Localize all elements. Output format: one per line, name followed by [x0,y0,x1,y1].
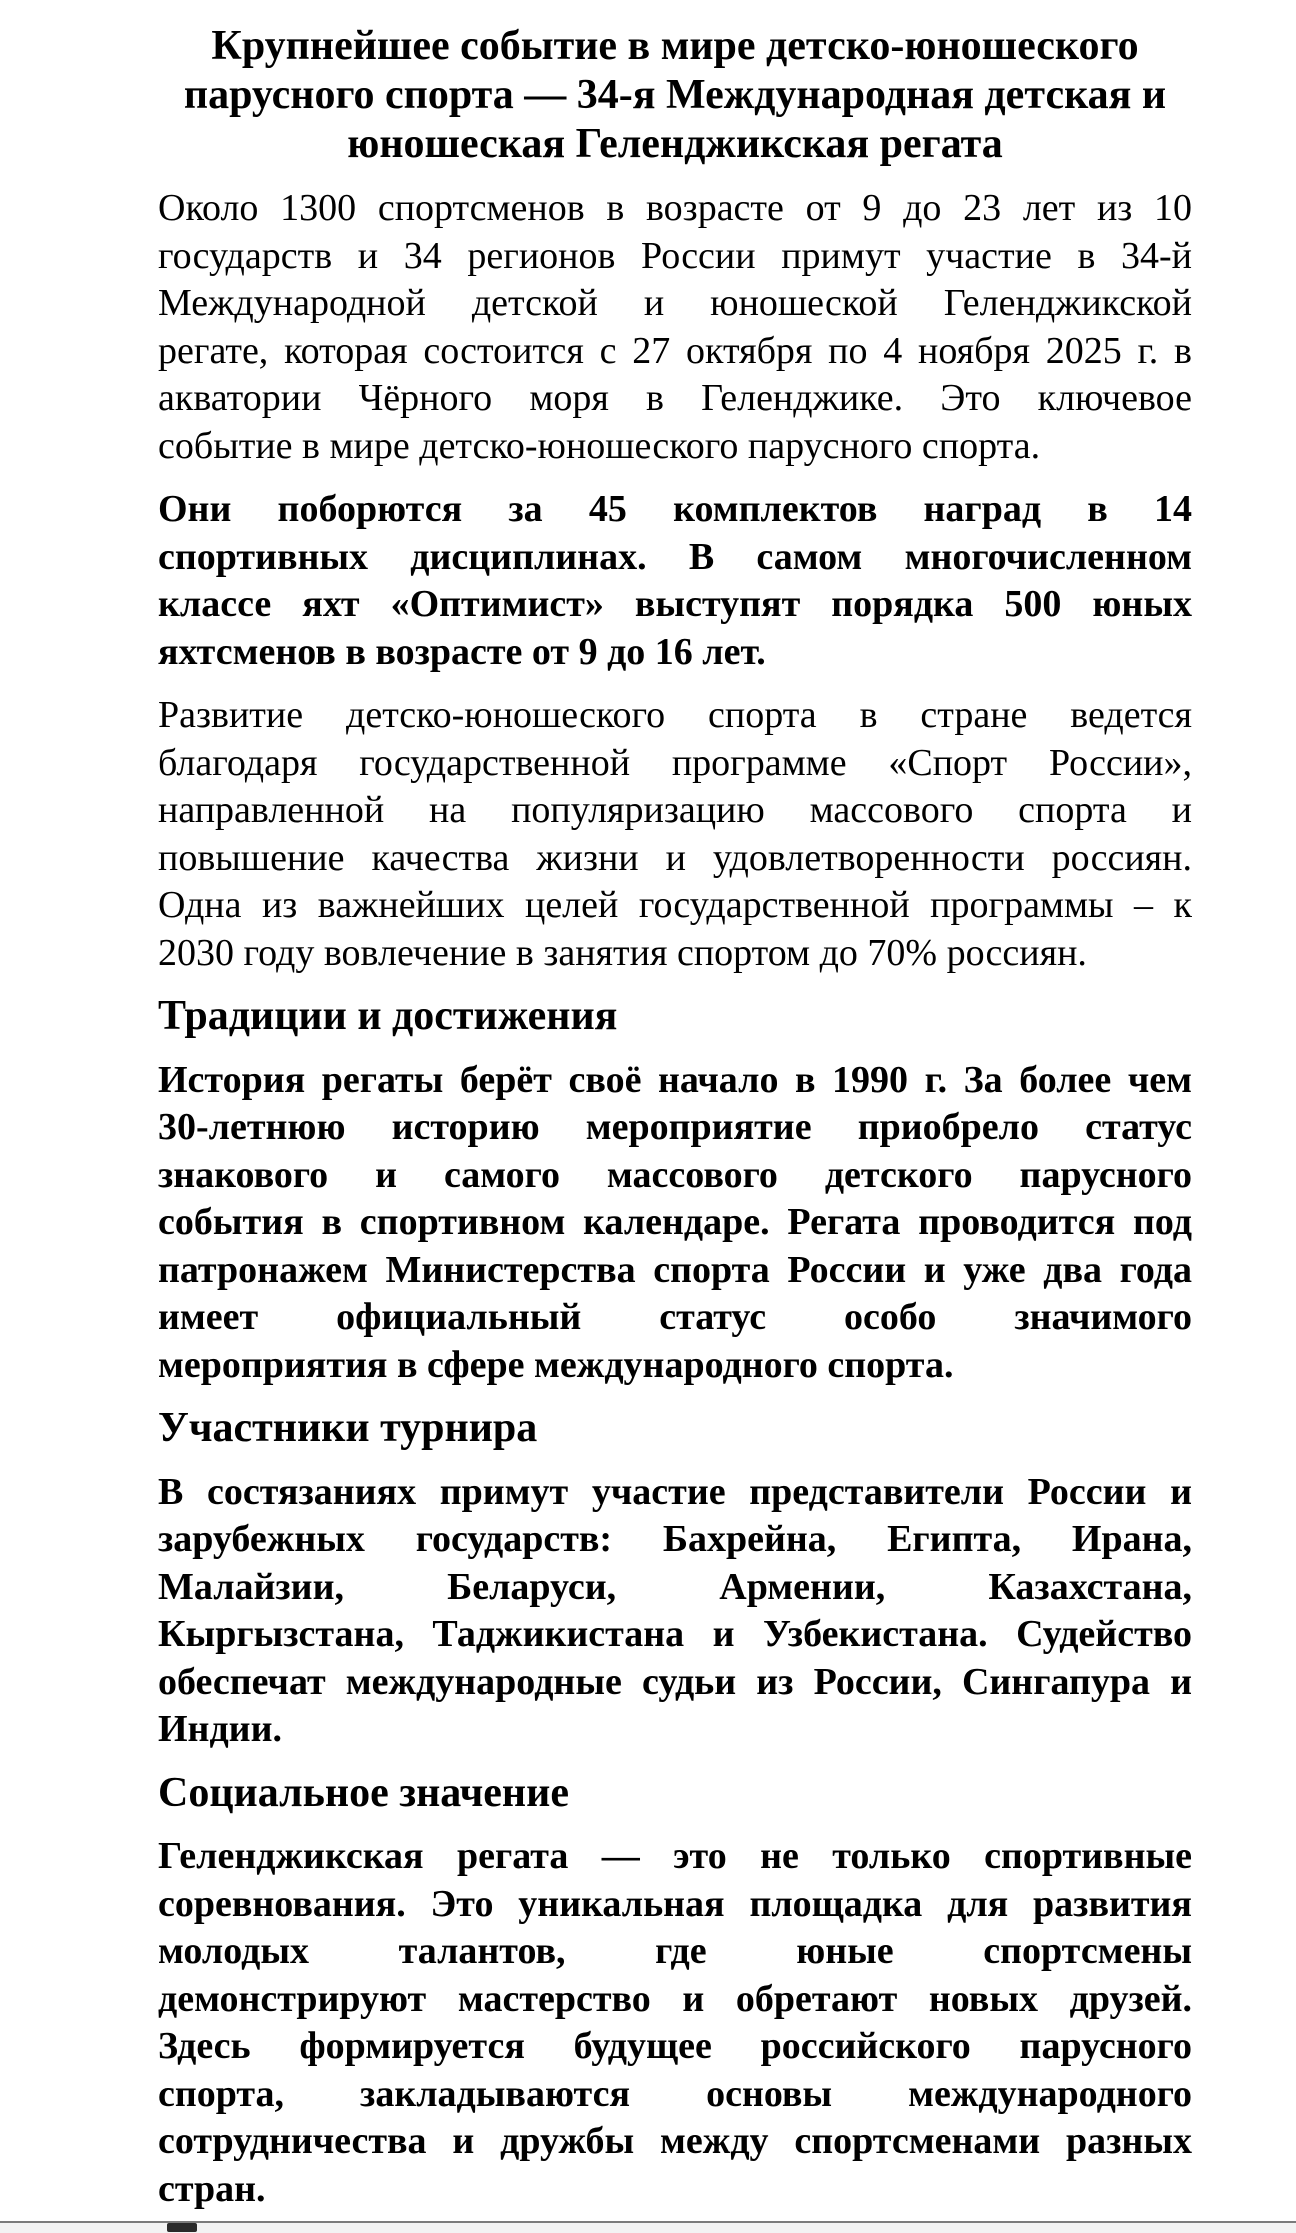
title-line: юношеская Геленджикская регата [347,121,1003,167]
paragraph-line: акватории Чёрного моря в Геленджике. Это ключевое [158,377,1192,419]
paragraph-line: Малайзии, Беларуси, Армении, Казахстана, [158,1565,1192,1608]
next-page-text-fragment [167,2223,197,2232]
paragraph-line: события в спортивном календаре. Регата проводится под [158,1201,1192,1243]
paragraph-line: Развитие детско-юношеского спорта в стране ведется [158,694,1192,736]
paragraph-line: спорта, закладываются основы международного [158,2072,1192,2115]
paragraph [158,1057,1192,1390]
content-blocks [158,185,1192,2213]
paragraph-line: сотрудничества и дружбы между спортсменами разных [158,2120,1192,2162]
title-line: Крупнейшее событие в мире детско-юношеского [211,23,1139,69]
paragraph-line: знакового и самого массового детского парусного [158,1153,1192,1196]
paragraph-line: молодых талантов, где юные спортсмены [158,1930,1192,1972]
paragraph [158,692,1192,977]
section-heading: Традиции и достижения [158,993,618,1039]
paragraph-line: классе яхт «Оптимист» выступят порядка 500 юных [158,583,1192,625]
paragraph-line: 30-летнюю историю мероприятие приобрело статус [158,1106,1192,1148]
paragraph-line: соревнования. Это уникальная площадка для развития [158,1882,1192,1925]
paragraph-line: обеспечат международные судьи из России, Сингапура и [158,1660,1192,1703]
paragraph-line: стран. [158,2167,266,2210]
paragraph-line: Индии. [158,1708,282,1750]
paragraph-line: направленной на популяризацию массового спорта и [158,789,1192,831]
document-content [158,22,1192,2213]
document-title [158,22,1192,169]
paragraph-line: Международной детской и юношеской Геленджикской [158,282,1192,324]
paragraph-line: История регаты берёт своё начало в 1990 г. За более чем [158,1058,1192,1101]
section-heading: Участники турнира [158,1405,538,1451]
paragraph-line: повышение качества жизни и удовлетворенности россиян. [158,836,1192,879]
section-heading: Социальное значение [158,1769,569,1816]
paragraph-line: благодаря государственной программе «Спорт России», [158,741,1192,784]
paragraph [158,1833,1192,2213]
paragraph-line: зарубежных государств: Бахрейна, Египта, Ирана, [158,1518,1192,1560]
paragraph-line: Они поборются за 45 комплектов наград в 14 [158,488,1192,530]
paragraph-line: Геленджикская регата — это не только спортивные [158,1835,1192,1877]
paragraph-line: имеет официальный статус особо значимого [158,1296,1192,1338]
paragraph-line: Здесь формируется будущее российского парусного [158,2025,1192,2067]
paragraph-line: Кыргызстана, Таджикистана и Узбекистана. Судейство [158,1613,1192,1655]
paragraph-line: В состязаниях примут участие представители России и [158,1470,1192,1513]
paragraph-line: 2030 году вовлечение в занятия спортом до 70% россиян. [158,931,1087,974]
paragraph-line: мероприятия в сфере международного спорта. [158,1343,954,1386]
paragraph-line: Одна из важнейших целей государственной программы – к [158,884,1192,926]
paragraph-line: событие в мире детско-юношеского парусного спорта. [158,424,1041,467]
paragraph [158,1469,1192,1754]
paragraph-line: демонстрируют мастерство и обретают новых друзей. [158,1977,1192,2020]
paragraph-line: Около 1300 спортсменов в возрасте от 9 до 23 лет из 10 [158,187,1192,229]
paragraph [158,185,1192,470]
paragraph-line: патронажем Министерства спорта России и уже два года [158,1248,1192,1291]
paragraph-line: яхтсменов в возрасте от 9 до 16 лет. [158,630,766,673]
title-line: парусного спорта — 34-я Международная детская и [183,72,1167,118]
paragraph-line: государств и 34 регионов России примут участие в 34-й [158,234,1192,277]
paragraph-line: регате, которая состоится с 27 октября по 4 ноября 2025 г. в [158,329,1192,372]
paragraph-line: спортивных дисциплинах. В самом многочисленном [158,535,1192,578]
paragraph [158,486,1192,676]
